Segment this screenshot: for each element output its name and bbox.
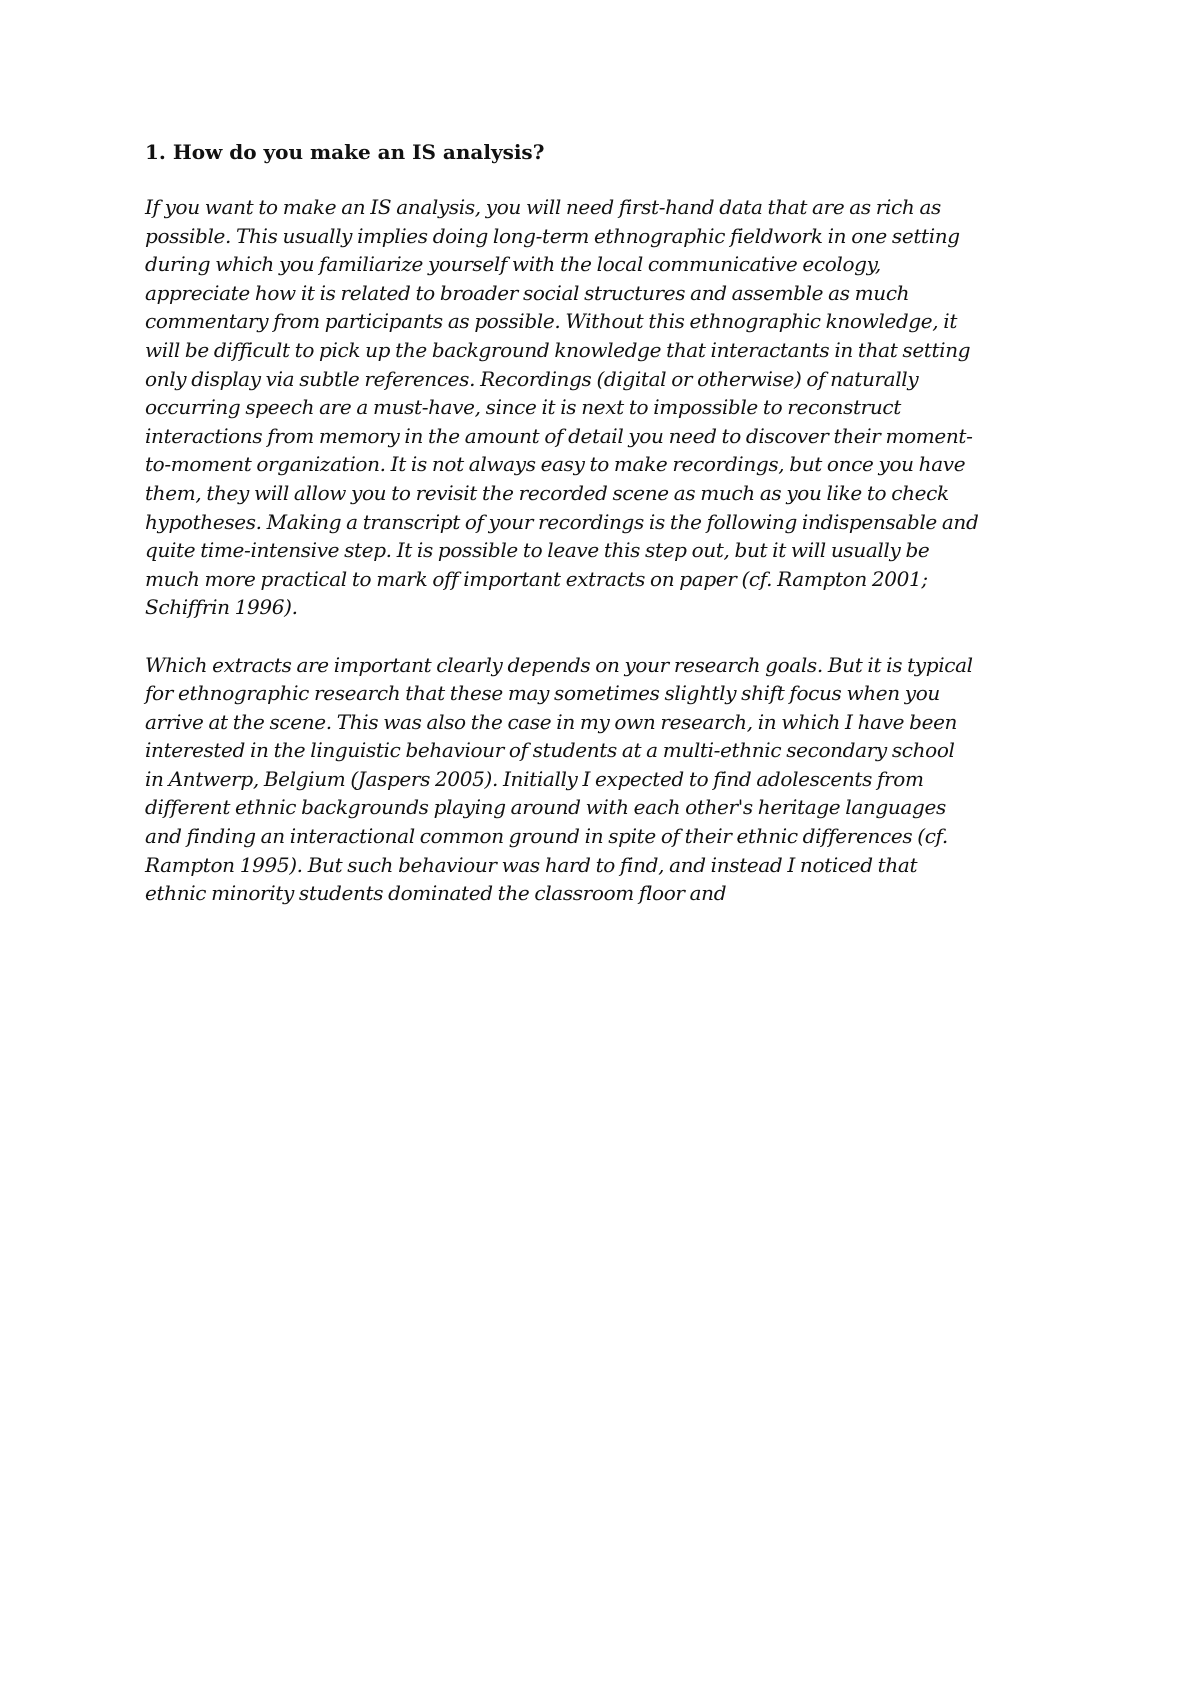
paragraph-line: quite time-intensive step. It is possible to leave this step out, but it will usually be — [145, 538, 930, 563]
paragraph-line: will be difficult to pick up the background knowledge that interactants in that setting — [145, 337, 971, 362]
document-body — [145, 138, 1025, 908]
paragraph-line: hypotheses. Making a transcript of your recordings is the following indispensable and — [145, 509, 979, 534]
paragraph-line: occurring speech are a must-have, since it is next to impossible to reconstruct — [145, 395, 901, 420]
paragraph-line: to-moment organization. It is not always easy to make recordings, but once you have — [145, 452, 966, 477]
paragraph-line: them, they will allow you to revisit the recorded scene as much as you like to check — [145, 480, 949, 505]
paragraph-1 — [145, 193, 1025, 622]
paragraph-line: different ethnic backgrounds playing around with each other's heritage languages — [145, 795, 946, 820]
paragraph-line: Which extracts are important clearly depends on your research goals. But it is typical — [145, 652, 973, 677]
paragraph-line: interested in the linguistic behaviour of students at a multi-ethnic secondary school — [145, 738, 955, 763]
paragraph-line: ethnic minority students dominated the classroom floor and — [145, 881, 727, 906]
paragraph-line: appreciate how it is related to broader social structures and assemble as much — [145, 280, 910, 305]
section-heading: 1. How do you make an IS analysis? — [145, 140, 545, 164]
paragraph-line: If you want to make an IS analysis, you will need first-hand data that are as rich as — [145, 195, 941, 219]
paragraph-line: during which you familiarize yourself with the local communicative ecology, — [145, 252, 881, 277]
paragraph-line: only display via subtle references. Recordings (digital or otherwise) of naturally — [145, 366, 919, 391]
paragraph-line: possible. This usually implies doing long-term ethnographic fieldwork in one setting — [145, 223, 960, 248]
paragraph-line: much more practical to mark off important extracts on paper (cf. Rampton 2001; — [145, 566, 928, 591]
paragraph-2 — [145, 651, 1025, 908]
paragraph-spacer — [145, 622, 1025, 651]
paragraph-line: interactions from memory in the amount of detail you need to discover their moment- — [145, 423, 973, 448]
paragraph-line: arrive at the scene. This was also the case in my own research, in which I have been — [145, 709, 958, 734]
paragraph-line: commentary from participants as possible. Without this ethnographic knowledge, it — [145, 309, 958, 334]
paragraph-line: Rampton 1995). But such behaviour was hard to find, and instead I noticed that — [145, 852, 918, 877]
paragraph-line: Schiffrin 1996). — [145, 595, 298, 620]
paragraph-line: for ethnographic research that these may sometimes slightly shift focus when you — [145, 681, 940, 706]
paragraph-line: in Antwerp, Belgium (Jaspers 2005). Initially I expected to find adolescents from — [145, 766, 924, 791]
paragraph-line: and finding an interactional common ground in spite of their ethnic differences (cf. — [145, 824, 948, 849]
